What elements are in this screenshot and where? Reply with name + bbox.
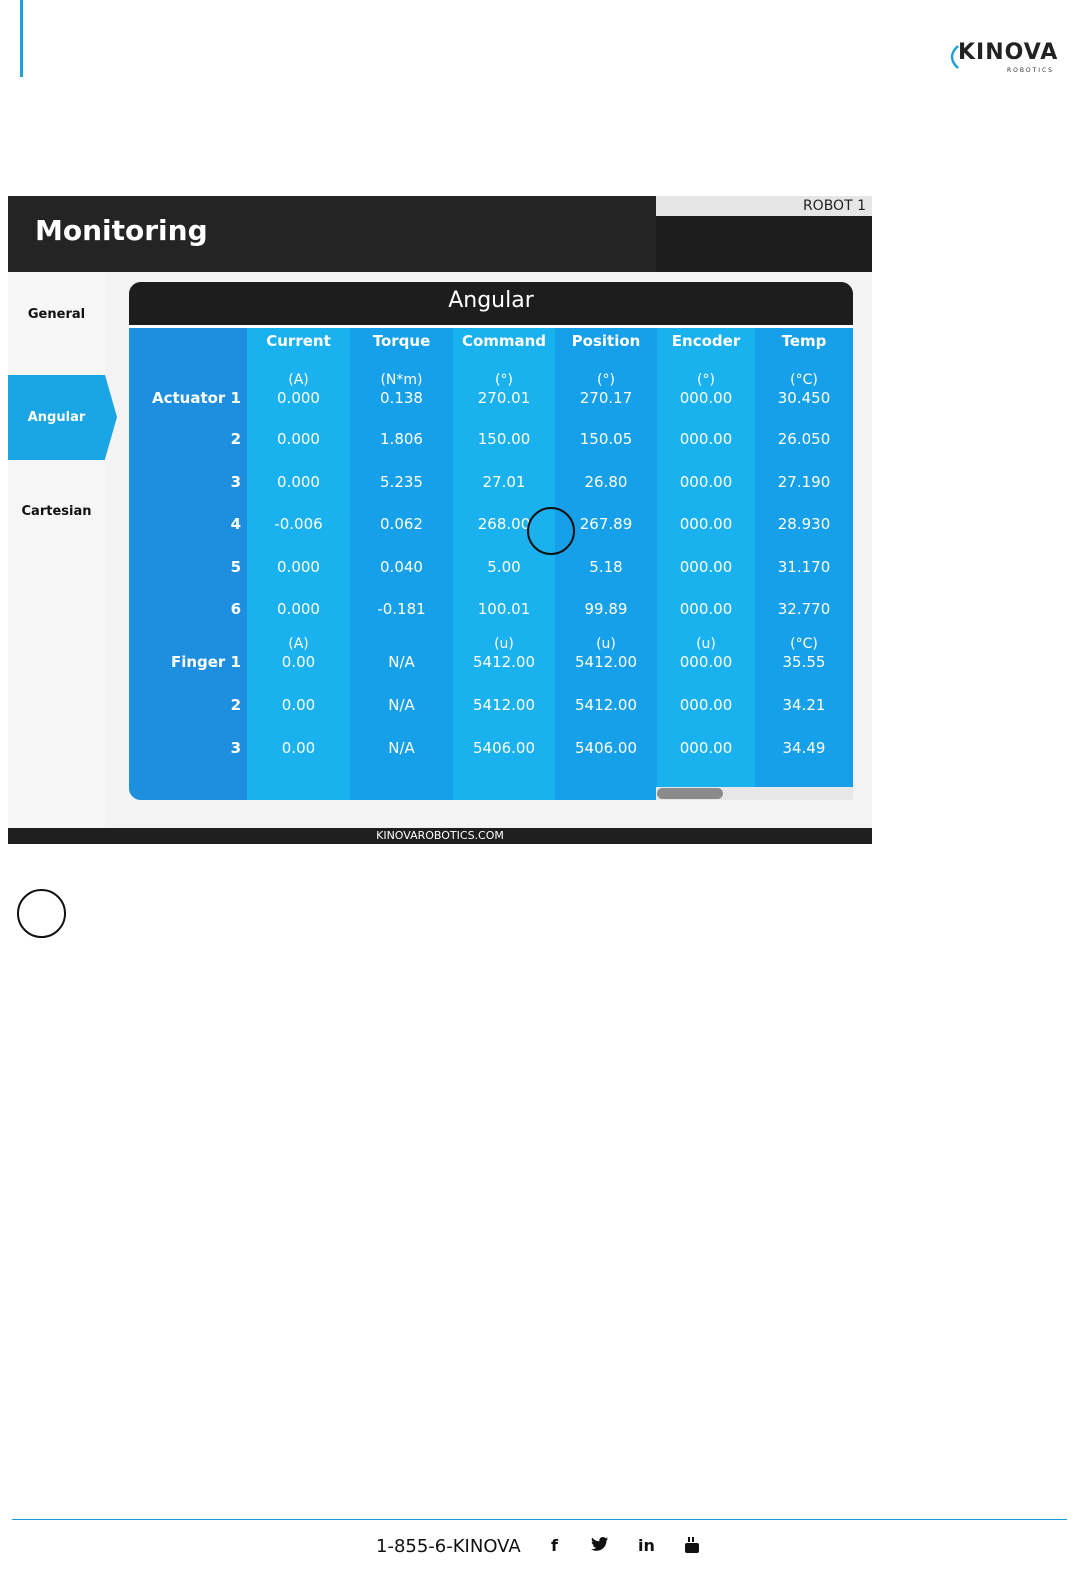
- sidebar-item-label: General: [27, 307, 86, 322]
- column-header[interactable]: Position: [571, 332, 641, 350]
- table-cell: 26.050: [777, 430, 831, 448]
- table-cell: -0.181: [377, 600, 426, 618]
- row-label: Finger 1: [170, 653, 241, 671]
- unit-label: (°): [495, 372, 513, 388]
- footer-divider: [12, 1519, 1067, 1520]
- table-cell: 5412.00: [574, 696, 638, 714]
- unit-label: (A): [288, 372, 309, 388]
- angular-panel: [129, 282, 853, 800]
- table-cell: 268.00: [477, 515, 531, 533]
- row-label: 4: [230, 515, 241, 533]
- table-cell: 0.000: [277, 389, 320, 407]
- facebook-icon[interactable]: f: [551, 1536, 558, 1555]
- linkedin-icon[interactable]: in: [638, 1536, 655, 1555]
- app-screenshot: [8, 196, 872, 844]
- unit-label: (°): [697, 372, 715, 388]
- sidebar: [8, 272, 105, 828]
- table-cell: 0.000: [277, 600, 320, 618]
- table-cell: 30.450: [777, 389, 831, 407]
- unit-label: (N*m): [380, 372, 423, 388]
- row-label: Actuator 1: [151, 389, 241, 407]
- unit-label: (°C): [790, 372, 818, 388]
- table-cell: 5406.00: [472, 739, 536, 757]
- table-cell: 0.00: [281, 696, 316, 714]
- unit-label: (A): [288, 636, 309, 652]
- row-label: 2: [230, 430, 241, 448]
- table-cell: N/A: [388, 696, 415, 714]
- table-cell: 5406.00: [574, 739, 638, 757]
- robot-label: ROBOT 1: [802, 198, 866, 214]
- kinova-logo: [944, 40, 1059, 78]
- table-cell: N/A: [388, 739, 415, 757]
- table-cell: 35.55: [782, 653, 826, 671]
- logo-wordmark: KINOVA: [958, 40, 1059, 65]
- table-cell: 0.000: [277, 558, 320, 576]
- row-label: 5: [230, 558, 241, 576]
- table-cell: 000.00: [679, 515, 733, 533]
- unit-label: (°): [597, 372, 615, 388]
- column-header[interactable]: Temp: [781, 332, 827, 350]
- robot-selector[interactable]: [656, 196, 872, 216]
- accent-bar: [20, 0, 23, 77]
- table-cell: 31.170: [777, 558, 831, 576]
- logo-subtitle: ROBOTICS: [1006, 67, 1054, 74]
- table-cell: 34.49: [782, 739, 826, 757]
- column-header[interactable]: Encoder: [671, 332, 741, 350]
- row-label: 2: [230, 696, 241, 714]
- table-cell: 99.89: [584, 600, 628, 618]
- row-label: 3: [230, 739, 241, 757]
- column-header[interactable]: Torque: [372, 332, 431, 350]
- active-indicator-arrow: [105, 375, 117, 459]
- column-header[interactable]: Command: [461, 332, 547, 350]
- sidebar-item-label: Cartesian: [21, 504, 92, 519]
- table-cell: 5.235: [380, 473, 423, 491]
- table-cell: 5412.00: [472, 653, 536, 671]
- table-cell: 1.806: [380, 430, 423, 448]
- page-title: Monitoring: [35, 214, 208, 247]
- sidebar-item-label: Angular: [27, 410, 86, 425]
- table-cell: 000.00: [679, 696, 733, 714]
- table-cell: 000.00: [679, 430, 733, 448]
- touch-indicator-circle: [17, 889, 66, 938]
- table-cell: 0.00: [281, 653, 316, 671]
- table-cell: 28.930: [777, 515, 831, 533]
- table-cell: 0.040: [380, 558, 423, 576]
- table-cell: 100.01: [477, 600, 531, 618]
- table-cell: 150.05: [579, 430, 633, 448]
- phone-number[interactable]: 1-855-6-KINOVA: [376, 1536, 521, 1557]
- table-cell: 0.138: [380, 389, 423, 407]
- table-cell: 32.770: [777, 600, 831, 618]
- table-cell: 5412.00: [574, 653, 638, 671]
- table-cell: 0.00: [281, 739, 316, 757]
- table-cell: 000.00: [679, 558, 733, 576]
- unit-label: (u): [494, 636, 514, 652]
- table-cell: 5.18: [589, 558, 623, 576]
- sidebar-item-general[interactable]: [8, 272, 105, 357]
- table-cell: 270.01: [477, 389, 531, 407]
- table-cell: 270.17: [579, 389, 633, 407]
- unit-label: (u): [596, 636, 616, 652]
- row-label: 6: [230, 600, 241, 618]
- sidebar-item-cartesian[interactable]: [8, 469, 105, 554]
- table-cell: 0.000: [277, 473, 320, 491]
- table-cell: 150.00: [477, 430, 531, 448]
- row-label: 3: [230, 473, 241, 491]
- twitter-icon[interactable]: [591, 1536, 609, 1556]
- table-cell: N/A: [388, 653, 415, 671]
- table-cell: 5412.00: [472, 696, 536, 714]
- table-cell: 0.062: [380, 515, 423, 533]
- unit-label: (u): [696, 636, 716, 652]
- table-cell: -0.006: [274, 515, 323, 533]
- table-cell: 267.89: [579, 515, 633, 533]
- unit-label: (°C): [790, 636, 818, 652]
- youtube-icon[interactable]: [684, 1536, 700, 1558]
- column-header[interactable]: Current: [266, 332, 331, 350]
- footer-url[interactable]: KINOVAROBOTICS.COM: [376, 829, 504, 842]
- scrollbar-thumb[interactable]: [657, 788, 723, 799]
- table-cell: 000.00: [679, 389, 733, 407]
- table-cell: 000.00: [679, 600, 733, 618]
- table-cell: 000.00: [679, 739, 733, 757]
- table-cell: 5.00: [487, 558, 521, 576]
- sidebar-item-angular[interactable]: [8, 375, 105, 460]
- table-cell: 27.190: [777, 473, 831, 491]
- touch-indicator-circle: [527, 507, 575, 555]
- table-cell: 000.00: [679, 653, 733, 671]
- panel-header: [129, 282, 853, 325]
- panel-title: Angular: [448, 288, 534, 313]
- app-header: [8, 196, 872, 272]
- table-cell: 0.000: [277, 430, 320, 448]
- table-cell: 27.01: [482, 473, 526, 491]
- table-cell: 34.21: [782, 696, 826, 714]
- table-cell: 000.00: [679, 473, 733, 491]
- table-cell: 26.80: [584, 473, 628, 491]
